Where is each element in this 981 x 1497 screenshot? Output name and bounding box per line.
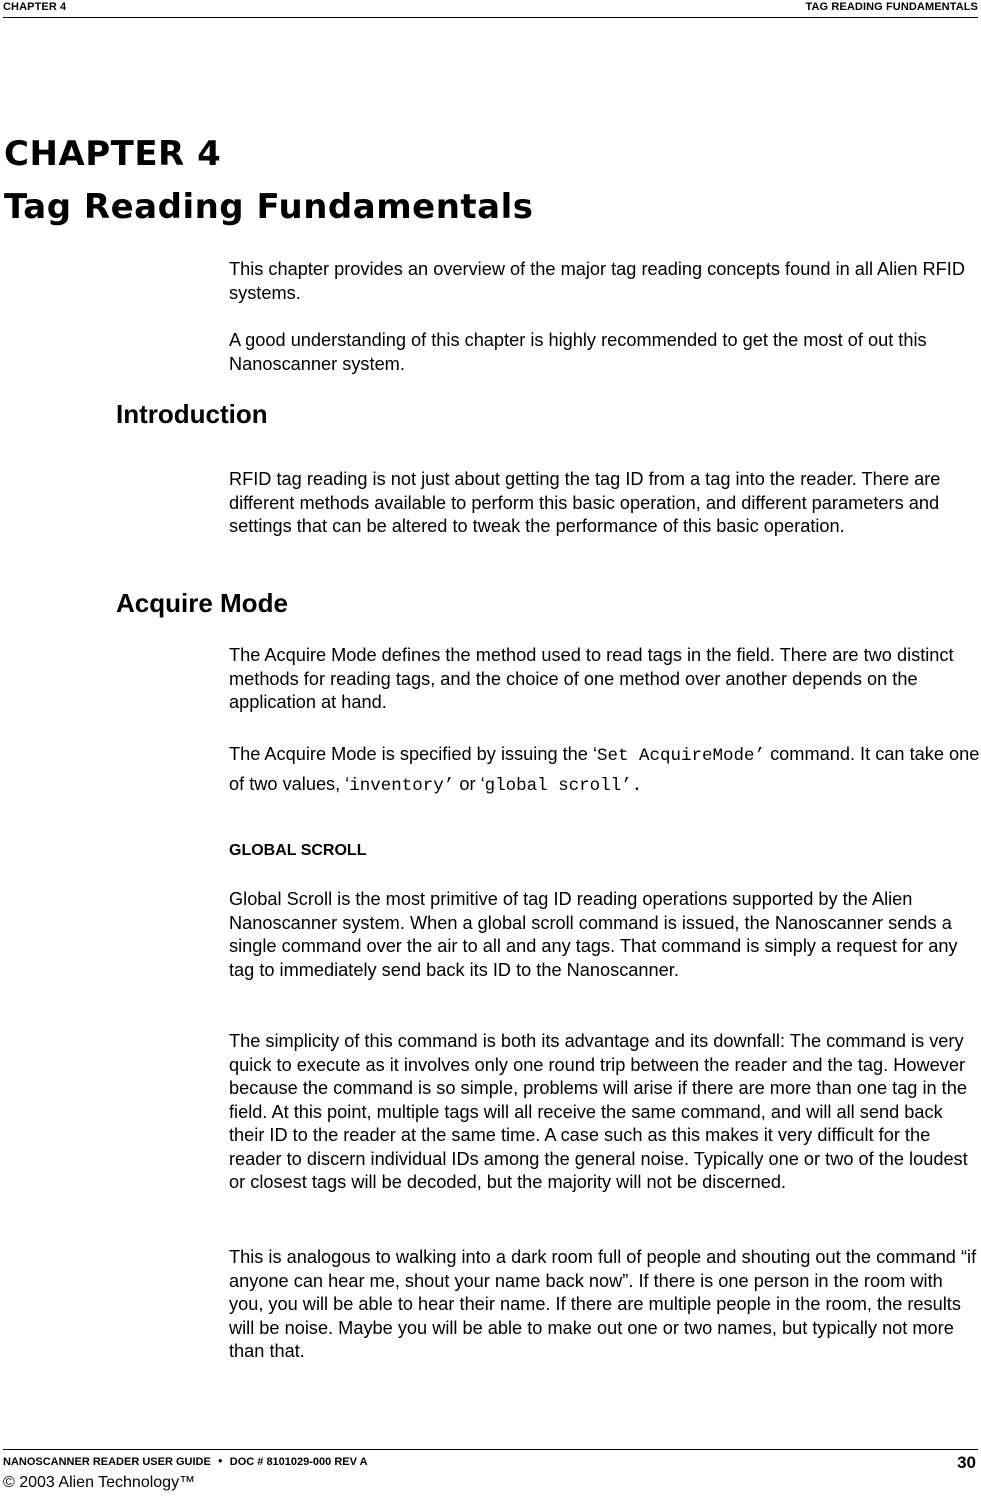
chapter-title: Tag Reading Fundamentals bbox=[4, 187, 534, 227]
running-header-chapter: CHAPTER 4 bbox=[3, 1, 67, 13]
chapter-number-title: CHAPTER 4 bbox=[4, 134, 222, 174]
section-heading-introduction: Introduction bbox=[116, 399, 268, 429]
subsection-heading-global-scroll: GLOBAL SCROLL bbox=[229, 842, 367, 859]
header-rule bbox=[3, 17, 978, 18]
value-inventory: inventory’ bbox=[349, 776, 455, 796]
global-scroll-paragraph-3: This is analogous to walking into a dark room full of people and shouting out the command “if anyone can hear me, shout your name back now”. If there is one person in the room with you, you will be able to hear their name. If there are multiple people in the room, the results will be noise. Maybe you will be able to make out one or two names, but typically not more than that. bbox=[229, 1247, 977, 1361]
global-scroll-paragraph-1: Global Scroll is the most primitive of tag ID reading operations supported by the Alien Nanoscanner system. When a global scroll command is issued, the Nanoscanner sends a single command over the air to all and any tags. That command is simply a request for any tag to immediately send back its ID to the Nanoscanner. bbox=[229, 889, 958, 980]
value-global-scroll: global scroll’. bbox=[484, 776, 643, 796]
introduction-paragraph: RFID tag reading is not just about getting the tag ID from a tag into the reader. There are different methods available to perform this basic operation, and different parameters and settings that can be altered to tweak the performance of this basic operation. bbox=[229, 469, 941, 536]
acquire-mode-paragraph-2: The Acquire Mode is specified by issuing the ‘Set AcquireMode’ command. It can take one of two values, ‘inventory’ or ‘global scroll’. bbox=[229, 744, 980, 796]
running-header-title: TAG READING FUNDAMENTALS bbox=[805, 1, 978, 13]
command-set-acquiremode: Set AcquireMode’ bbox=[597, 746, 766, 766]
global-scroll-paragraph-2: The simplicity of this command is both its advantage and its downfall: The command is very quick to execute as it involves only one round trip between the reader and the tag. However because the command is so simple, problems will arise if there are more than one tag in the field. At this point, multiple tags will all receive the same command, and will all send back their ID to the reader at the same time. A case such as this makes it very difficult for the reader to discern individual IDs among the general noise. Typically one or two of the loudest or closest tags will be decoded, but the majority will not be discerned. bbox=[229, 1031, 968, 1192]
page-number: 30 bbox=[957, 1453, 976, 1472]
section-heading-acquire-mode: Acquire Mode bbox=[116, 588, 288, 618]
bullet-separator: ● bbox=[217, 1456, 223, 1465]
intro-paragraph-2: A good understanding of this chapter is highly recommended to get the most of out this Nanoscanner system. bbox=[229, 330, 927, 374]
footer-rule bbox=[3, 1449, 978, 1450]
intro-paragraph-1: This chapter provides an overview of the major tag reading concepts found in all Alien RFID systems. bbox=[229, 259, 965, 303]
footer-doc-info: NANOSCANNER READER USER GUIDE ● DOC # 8101029-000 REV A bbox=[3, 1456, 368, 1468]
copyright: © 2003 Alien Technology™ bbox=[3, 1474, 196, 1491]
acquire-mode-paragraph-1: The Acquire Mode defines the method used to read tags in the field. There are two distinct methods for reading tags, and the choice of one method over another depends on the application at hand. bbox=[229, 645, 954, 712]
